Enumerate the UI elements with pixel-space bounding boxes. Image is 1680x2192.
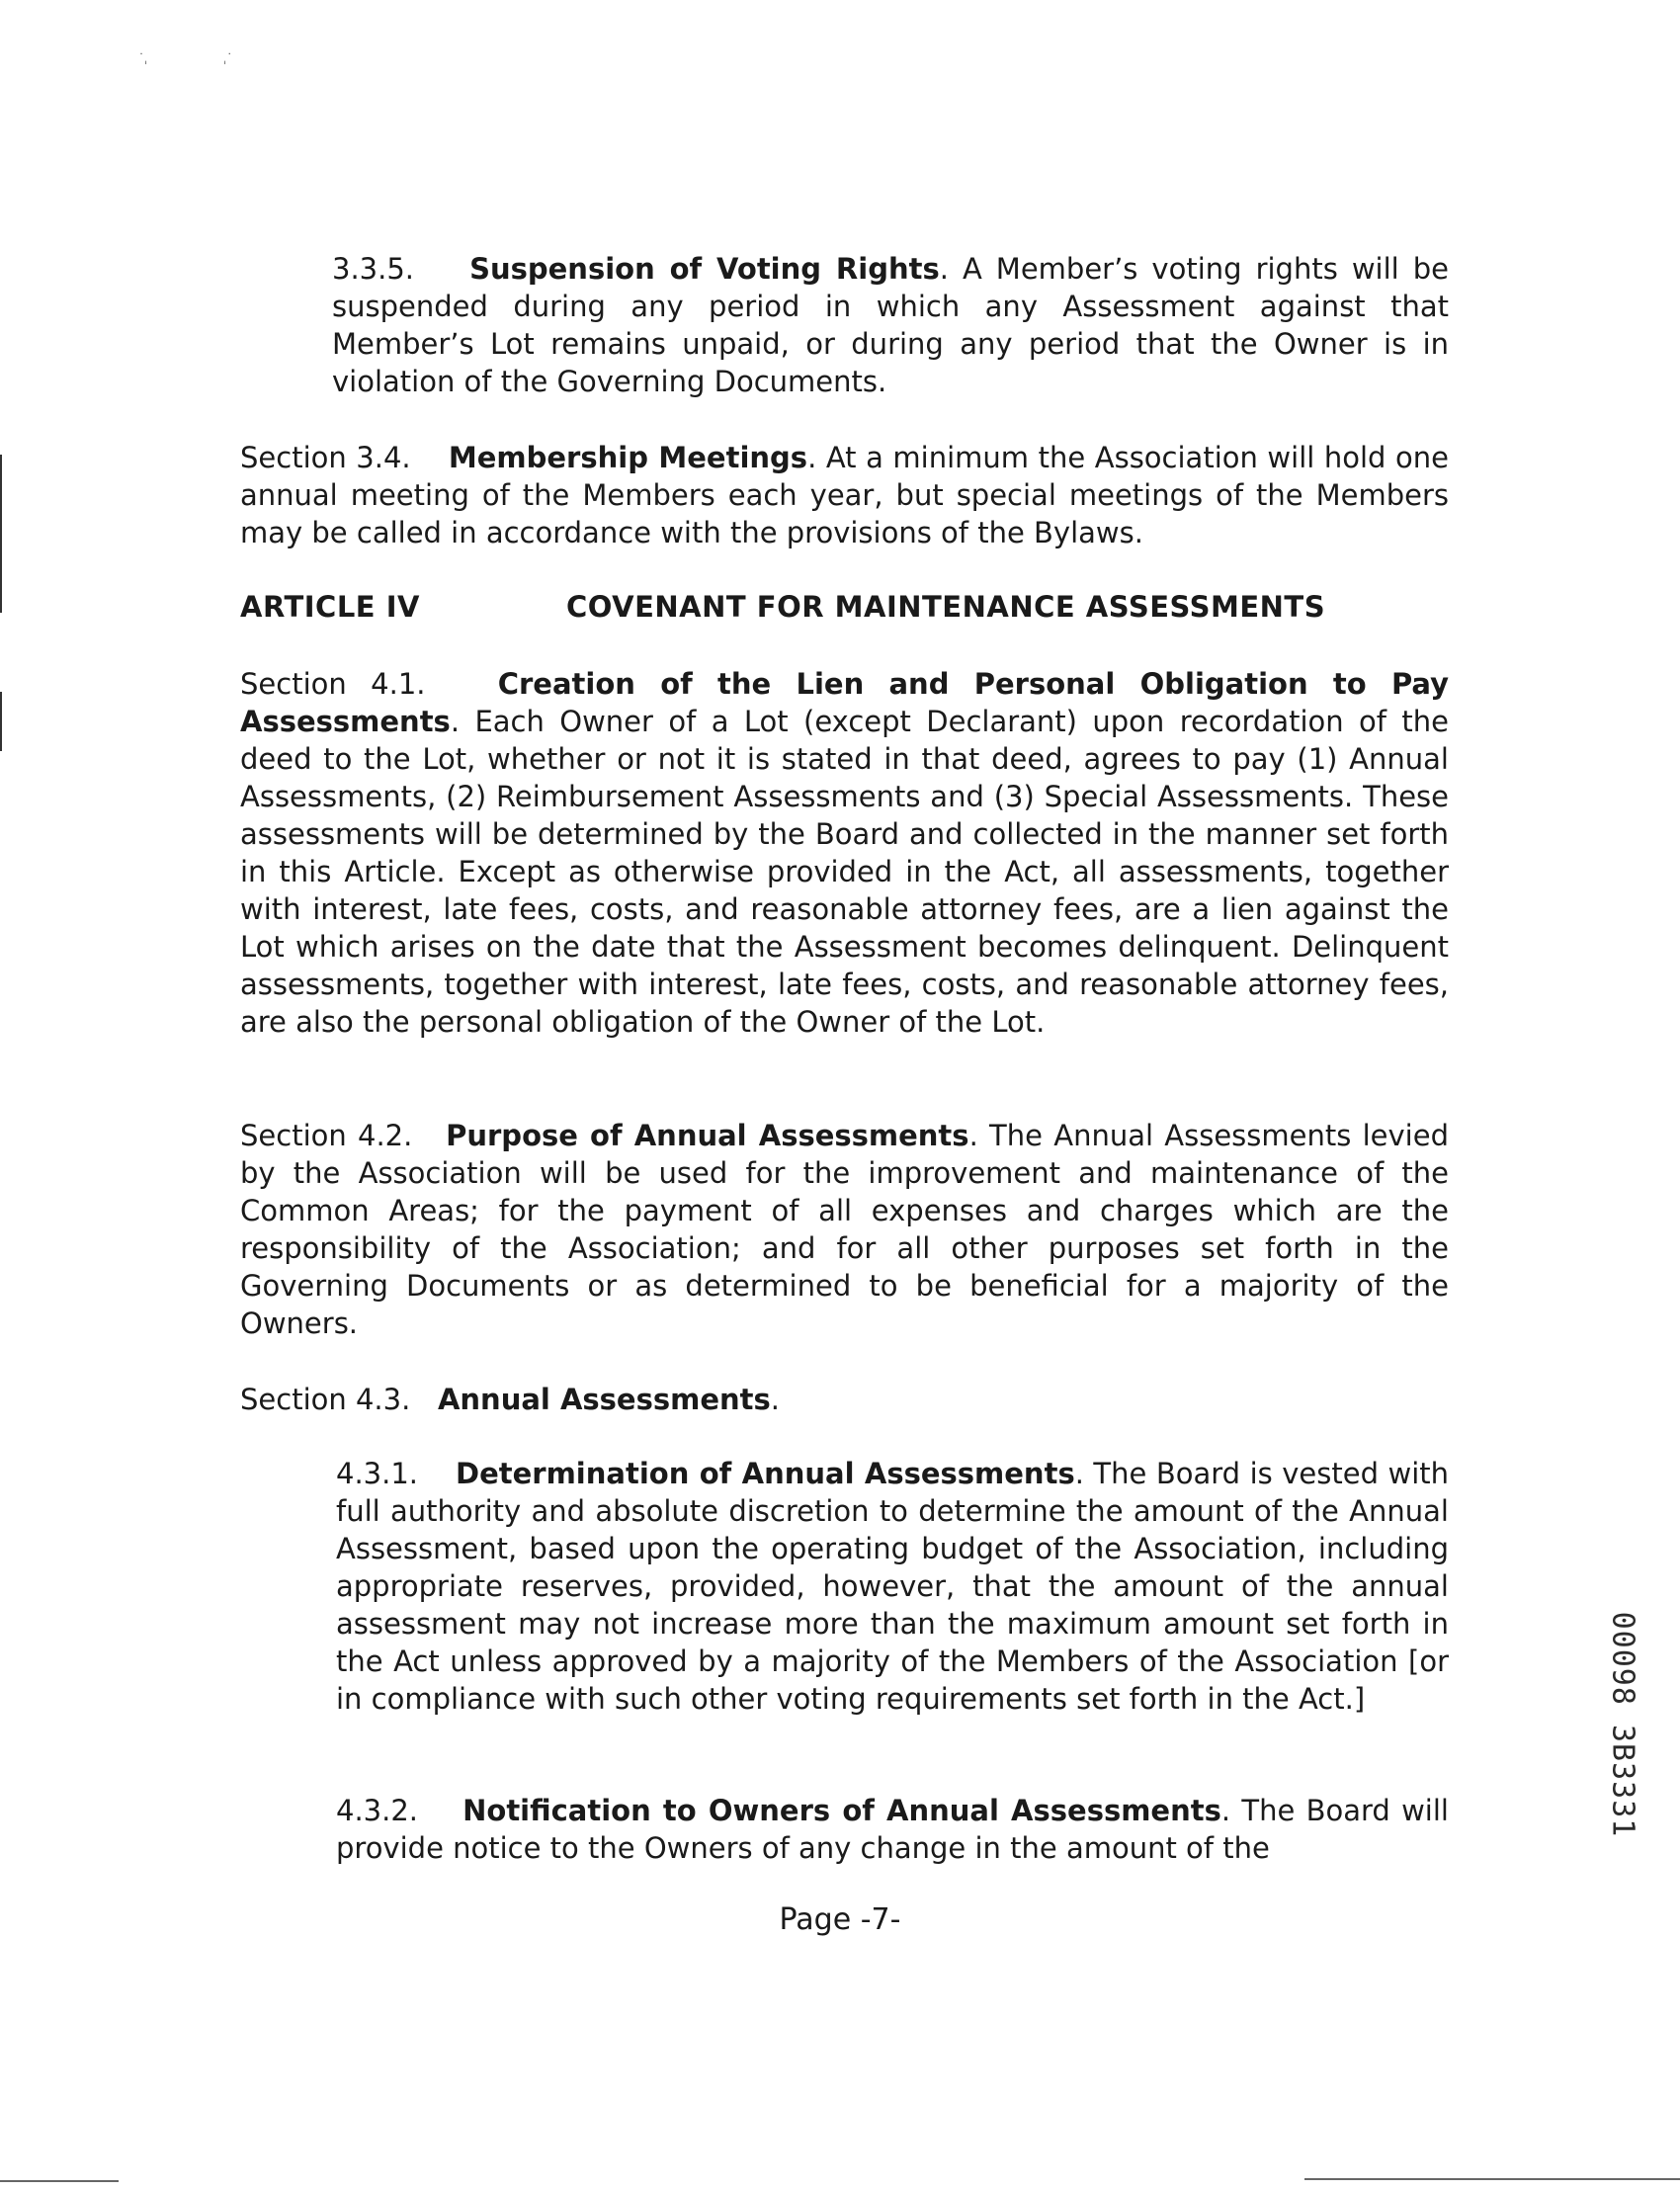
- section-number: Section 4.2.: [240, 1119, 413, 1152]
- paragraph-4-3-2: [336, 1792, 1449, 1867]
- paragraph-text: . The Board is vested with full authority and absolute discretion to determine the amount of the Annual Assessment, based upon the operating budget of the Association, including appropriate reserves, provided, however, that the amount of the annual assessment may not increase more than the maximum amount set forth in the Act unless approved by a majority of the Members of the Association [or in compliance with such other voting requirements set forth in the Act.]: [336, 1457, 1449, 1716]
- paragraph-number: 4.3.1.: [336, 1457, 419, 1490]
- article-number: ARTICLE IV: [240, 590, 420, 624]
- section-heading: Membership Meetings: [448, 441, 808, 474]
- scan-mark: ˌ˙: [223, 51, 233, 65]
- article-heading: [240, 590, 1449, 624]
- margin-stamp-text: 00098 3B3331: [1605, 1611, 1640, 1838]
- paragraph-heading: Suspension of Voting Rights: [469, 252, 940, 286]
- page-number: Page -7-: [779, 1902, 901, 1937]
- section-text: .: [770, 1383, 780, 1416]
- paragraph-4-3-1: [336, 1455, 1449, 1718]
- paragraph-text: . The Board will provide notice to the Owners of any change in the amount of the: [336, 1794, 1449, 1865]
- section-text: . The Annual Assessments levied by the Association will be used for the improvement and maintenance of the Common Areas; for the payment of all expenses and charges which are the responsibility of the Association; and for all other purposes set forth in the Governing Documents or as determined to be beneficial for a majority of the Owners.: [240, 1119, 1449, 1340]
- margin-stamp: [1593, 1581, 1652, 1868]
- section-heading: Annual Assessments: [437, 1383, 771, 1416]
- section-4-3: [240, 1381, 1449, 1418]
- paragraph-3-3-5: [332, 250, 1449, 400]
- section-4-2: [240, 1117, 1449, 1342]
- left-edge-mark: [0, 692, 2, 751]
- section-text: . Each Owner of a Lot (except Declarant) upon recordation of the deed to the Lot, whether or not it is stated in that deed, agrees to pay (1) Annual Assessments, (2) Reimbursement Assessments and (3) Special Assessments. These assessments will be determined by the Board and collected in the manner set forth in this Article. Except as otherwise provided in the Act, all assessments, together with interest, late fees, costs, and reasonable attorney fees, are a lien against the Lot which arises on the date that the Assessment becomes delinquent. Delinquent assessments, together with interest, late fees, costs, and reasonable attorney fees, are also the personal obligation of the Owner of the Lot.: [240, 705, 1449, 1039]
- section-3-4: [240, 439, 1449, 551]
- bottom-edge-mark: [0, 2180, 119, 2182]
- bottom-edge-mark: [1304, 2178, 1680, 2180]
- paragraph-number: 3.3.5.: [332, 252, 415, 286]
- section-heading: Creation of the Lien and Personal Obligation to Pay Assessments: [240, 667, 1449, 738]
- article-title: COVENANT FOR MAINTENANCE ASSESSMENTS: [566, 590, 1326, 624]
- section-number: Section 4.1.: [240, 667, 426, 701]
- paragraph-heading: Notification to Owners of Annual Assessments: [462, 1794, 1221, 1827]
- left-edge-mark: [0, 455, 2, 613]
- section-heading: Purpose of Annual Assessments: [446, 1119, 969, 1152]
- section-number: Section 4.3.: [240, 1383, 411, 1416]
- section-number: Section 3.4.: [240, 441, 411, 474]
- section-text: . At a minimum the Association will hold one annual meeting of the Members each year, but special meetings of the Members may be called in accordance with the provisions of the Bylaws.: [240, 441, 1449, 549]
- section-4-1: [240, 665, 1449, 1041]
- paragraph-number: 4.3.2.: [336, 1794, 419, 1827]
- paragraph-text: . A Member’s voting rights will be suspended during any period in which any Assessment against that Member’s Lot remains unpaid, or during any period that the Owner is in violation of the Governing Documents.: [332, 252, 1449, 398]
- scan-mark: ˙ˌ: [138, 51, 148, 65]
- paragraph-heading: Determination of Annual Assessments: [456, 1457, 1075, 1490]
